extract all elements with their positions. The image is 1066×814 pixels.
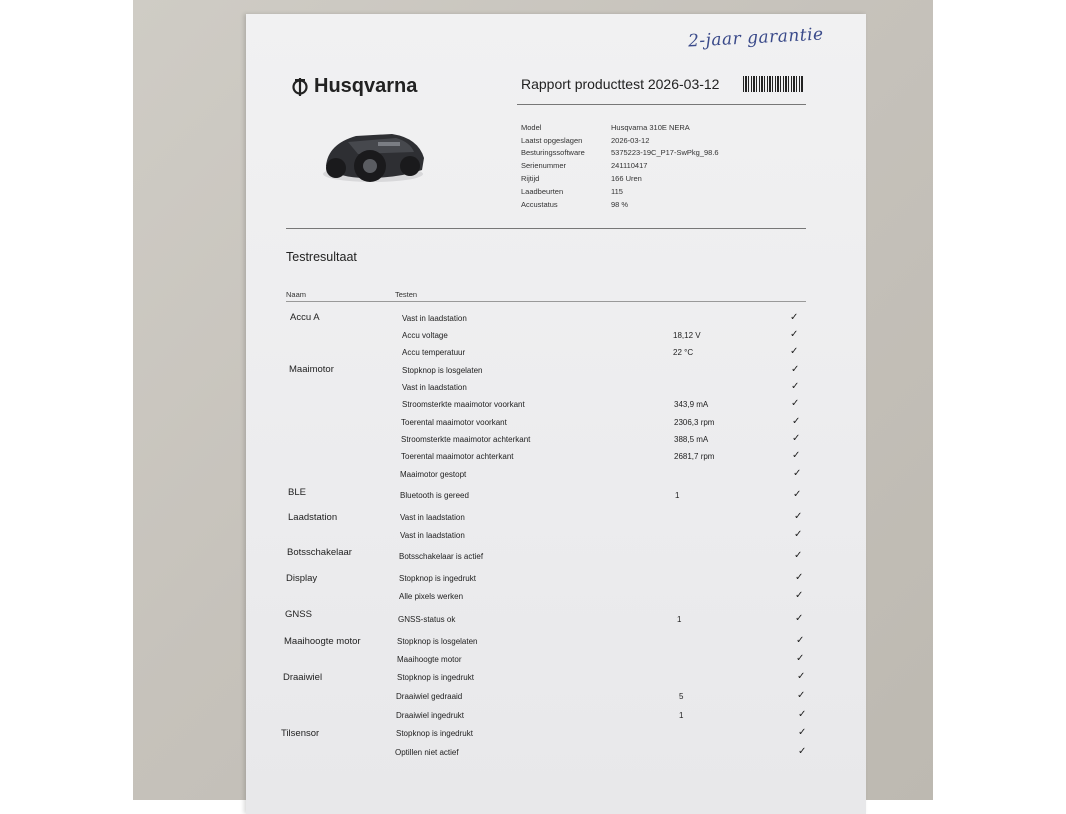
info-row [521,198,719,211]
info-row [521,121,719,134]
test-label: Vast in laadstation [402,314,467,323]
check-icon: ✓ [794,550,803,561]
check-icon: ✓ [797,690,806,701]
group-name: Maaimotor [289,364,334,375]
check-icon: ✓ [798,727,807,738]
info-row [521,185,719,198]
check-icon: ✓ [797,671,806,682]
header-rule [517,104,806,105]
test-label: Alle pixels werken [399,592,464,601]
info-label: Besturingssoftware [521,148,585,158]
group-name: Maaihoogte motor [284,636,361,647]
test-value: 388,5 mA [674,435,709,444]
check-icon: ✓ [792,450,801,461]
report-title: Rapport producttest 2026-03-12 [521,76,720,92]
info-value: 98 % [611,199,629,209]
check-icon: ✓ [791,398,800,409]
check-icon: ✓ [792,433,801,444]
test-label: GNSS-status ok [398,615,456,624]
test-label: Stopknop is ingedrukt [396,729,473,738]
product-info-table [521,121,719,211]
check-icon: ✓ [795,590,804,601]
test-label: Maaihoogte motor [397,655,462,664]
test-label: Vast in laadstation [400,531,465,540]
mower-image [318,122,428,186]
test-label: Botsschakelaar is actief [399,552,484,561]
group-name: GNSS [285,609,312,620]
brand-name: Husqvarna [314,75,418,97]
info-row [521,159,719,172]
test-label: Toerental maaimotor achterkant [401,452,514,461]
test-label: Stroomsterkte maaimotor voorkant [402,400,525,409]
test-value: 5 [679,692,684,701]
test-label: Accu temperatuur [402,348,466,357]
test-label: Draaiwiel gedraaid [396,692,463,701]
column-header-rule [286,301,806,302]
check-icon: ✓ [790,329,799,340]
info-row [521,172,719,185]
test-value: 1 [677,615,682,624]
test-value: 2681,7 rpm [674,452,715,461]
test-value: 2306,3 rpm [674,418,715,427]
check-icon: ✓ [798,746,807,757]
check-icon: ✓ [792,416,801,427]
info-label: Laadbeurten [521,186,564,196]
group-name: Accu A [290,312,320,323]
check-icon: ✓ [796,653,805,664]
check-icon: ✓ [793,468,802,479]
section-divider [286,228,806,229]
info-label: Model [521,122,542,132]
test-label: Stopknop is losgelaten [402,366,483,375]
test-label: Vast in laadstation [400,513,465,522]
check-icon: ✓ [791,381,800,392]
barcode [743,76,803,92]
info-label: Serienummer [521,161,567,171]
test-label: Draaiwiel ingedrukt [396,711,465,720]
check-icon: ✓ [798,709,807,720]
check-icon: ✓ [790,346,799,357]
test-label: Stopknop is ingedrukt [399,574,476,583]
check-icon: ✓ [796,635,805,646]
check-icon: ✓ [790,312,799,323]
handwritten-note: 2-jaar garantie [687,24,825,52]
check-icon: ✓ [793,489,802,500]
info-row [521,147,719,160]
info-value: Husqvarna 310E NERA [611,122,690,132]
brand-logo [290,75,417,98]
husqvarna-logo-icon [290,77,310,97]
check-icon: ✓ [795,572,804,583]
test-label: Vast in laadstation [402,383,467,392]
column-header-name: Naam [286,290,307,299]
info-label: Accustatus [521,199,558,209]
test-value: 343,9 mA [674,400,709,409]
check-icon: ✓ [794,511,803,522]
test-value: 1 [675,491,680,500]
check-icon: ✓ [795,613,804,624]
test-label: Accu voltage [402,331,448,340]
check-icon: ✓ [794,529,803,540]
info-label: Rijtijd [521,174,540,184]
check-icon: ✓ [791,364,800,375]
column-header-tests: Testen [395,290,418,299]
info-label: Laatst opgeslagen [521,135,583,145]
test-label: Stopknop is losgelaten [397,637,478,646]
info-value: 5375223-19C_P17-SwPkg_98.6 [611,148,719,158]
test-label: Stroomsterkte maaimotor achterkant [401,435,531,444]
test-label: Bluetooth is gereed [400,491,469,500]
info-value: 241110417 [611,161,648,171]
info-value: 2026-03-12 [611,135,650,145]
test-value: 18,12 V [673,331,701,340]
section-title: Testresultaat [286,250,357,264]
group-name: Tilsensor [281,728,320,739]
test-label: Toerental maaimotor voorkant [401,418,507,427]
test-label: Maaimotor gestopt [400,470,467,479]
group-name: BLE [288,487,306,498]
group-name: Botsschakelaar [287,547,352,558]
group-name: Laadstation [288,512,338,523]
test-value: 1 [679,711,684,720]
info-value: 166 Uren [611,174,642,184]
test-label: Stopknop is ingedrukt [397,673,474,682]
group-name: Draaiwiel [283,672,323,683]
test-value: 22 °C [673,348,694,357]
info-value: 115 [611,186,623,196]
group-name: Display [286,573,318,584]
info-row [521,134,719,147]
test-label: Optillen niet actief [395,748,459,757]
